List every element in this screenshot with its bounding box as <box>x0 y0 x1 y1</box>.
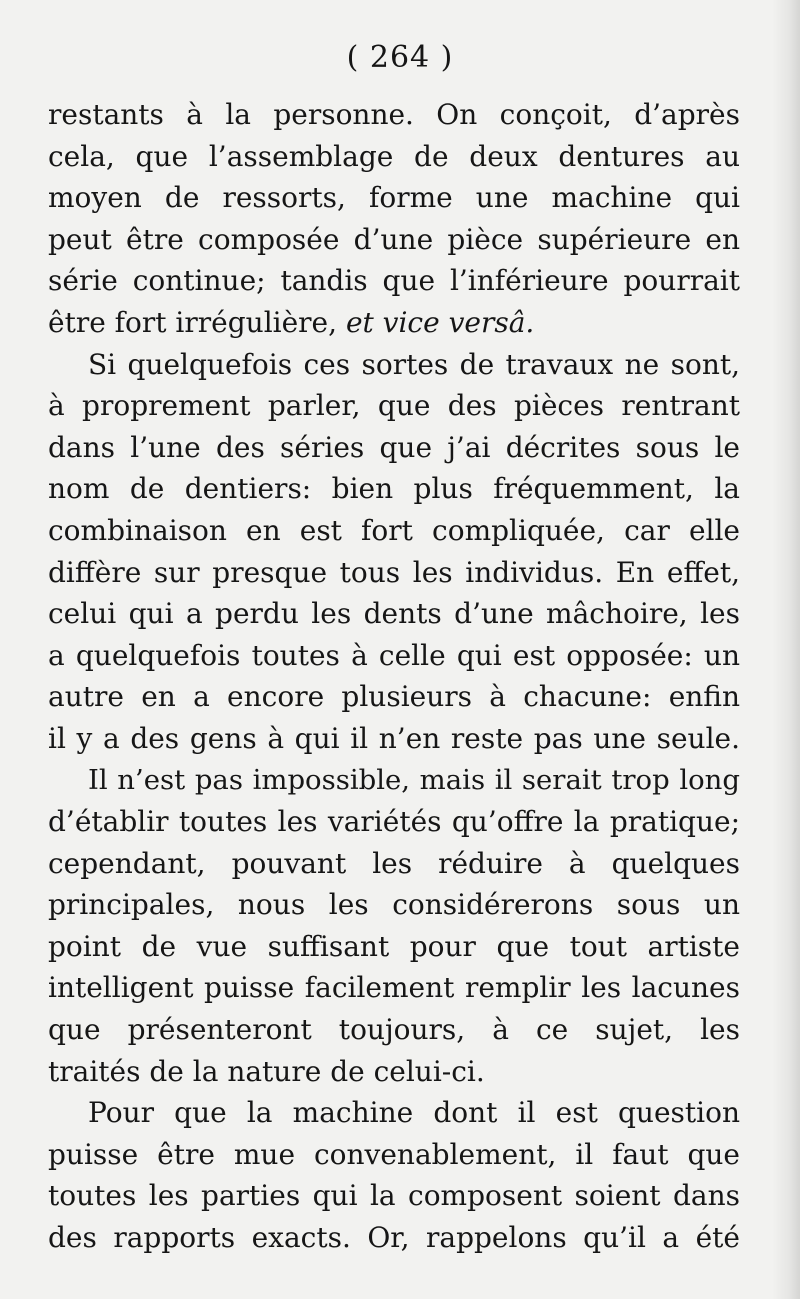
text-line: d’établir toutes les variétés qu’offre la pratique; <box>48 805 740 839</box>
text-line: Il n’est pas impossible, mais il serait trop long <box>88 763 740 796</box>
italic-phrase: et vice versâ. <box>345 305 535 339</box>
text-line: Pour que la machine dont il est question <box>88 1096 740 1130</box>
body-text <box>48 94 740 1259</box>
page-edge-shadow <box>772 0 800 1299</box>
text-line: combinaison en est fort compliquée, car elle <box>48 513 740 547</box>
text-line: traités de la nature de celui-ci. <box>48 1054 485 1088</box>
text-line: toutes les parties qui la composent soient dans <box>48 1179 740 1213</box>
text-line: puisse être mue convenablement, il faut que <box>48 1137 740 1171</box>
text-line: série continue; tandis que l’inférieure pourrait <box>48 264 740 298</box>
text-line: peut être composée d’une pièce supérieure en <box>48 222 740 256</box>
text-line: principales, nous les considérerons sous un <box>48 888 740 922</box>
text-line: dans l’une des séries que j’ai décrites sous le <box>48 430 740 464</box>
text-line: diffère sur presque tous les individus. En effet, <box>48 555 740 589</box>
text-line: il y a des gens à qui il n’en reste pas une seule. <box>48 721 740 755</box>
page-number: ( 264 ) <box>346 40 454 75</box>
text-line: restants à la personne. On conçoit, d’après <box>48 98 740 131</box>
text-line: que présenteront toujours, à ce sujet, les <box>48 1013 740 1047</box>
text-line: être fort irrégulière, et vice versâ. <box>48 305 535 339</box>
text-line: Si quelquefois ces sortes de travaux ne sont, <box>88 347 740 381</box>
text-line: à proprement parler, que des pièces rentrant <box>48 389 740 423</box>
text-line: celui qui a perdu les dents d’une mâchoire, les <box>48 597 740 631</box>
text-line: des rapports exacts. Or, rappelons qu’il a été <box>48 1221 740 1255</box>
text-line: moyen de ressorts, forme une machine qui <box>48 181 740 215</box>
text-line: nom de dentiers: bien plus fréquemment, la <box>48 472 740 506</box>
text-line: point de vue suffisant pour que tout artiste <box>48 929 740 963</box>
text-line: autre en a encore plusieurs à chacune: enfin <box>48 680 740 714</box>
text-line: cela, que l’assemblage de deux dentures au <box>48 139 740 173</box>
text-line: a quelquefois toutes à celle qui est opposée: un <box>48 638 740 672</box>
text-line: cependant, pouvant les réduire à quelques <box>48 846 740 880</box>
text-line: intelligent puisse facilement remplir les lacunes <box>48 971 740 1005</box>
